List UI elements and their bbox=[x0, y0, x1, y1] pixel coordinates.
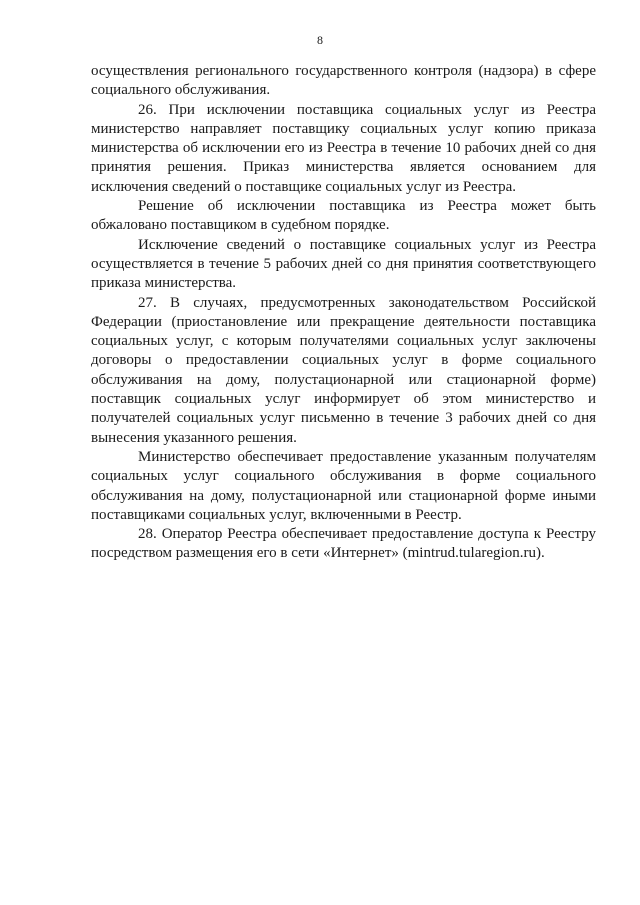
document-body bbox=[91, 62, 596, 564]
paragraph-exclusion-term: Исключение сведений о поставщике социальных услуг из Реестра осуществляется в течение 5 рабочих дней со дня принятия соответствующего приказа министерства. bbox=[91, 236, 596, 292]
paragraph-item-27: 27. В случаях, предусмотренных законодательством Российской Федерации (приостановление или прекращение деятельности поставщика социальных услуг, с которым получателями социальных услуг заключены договоры о предоставлении социальных услуг в форме социального обслуживания на дому, полустационарной или стационарной форме) поставщик социальных услуг информирует об этом министерство и получателей социальных услуг письменно в течение 3 рабочих дней со дня вынесения указанного решения. bbox=[91, 294, 596, 446]
paragraph-appeal: Решение об исключении поставщика из Реестра может быть обжаловано поставщиком в судебном порядке. bbox=[91, 198, 596, 234]
paragraph-continuation: осуществления регионального государственного контроля (надзора) в сфере социального обслуживания. bbox=[91, 63, 596, 99]
paragraph-item-28: 28. Оператор Реестра обеспечивает предоставление доступа к Реестру посредством размещения его в сети «Интернет» (mintrud.tularegion.ru). bbox=[91, 526, 596, 562]
paragraph-ministry-provision: Министерство обеспечивает предоставление указанным получателям социальных услуг социального обслуживания в форме социального обслуживания на дому, полустационарной или стационарной форме иными поставщиками социальных услуг, включенными в Реестр. bbox=[91, 448, 596, 523]
page-number: 8 bbox=[317, 33, 323, 47]
paragraph-item-26: 26. При исключении поставщика социальных услуг из Реестра министерство направляет поставщику социальных услуг копию приказа министерства об исключении его из Реестра в течение 10 рабочих дней со дня принятия решения. Приказ министерства является основанием для исключения сведений о поставщике социальных услуг из Реестра. bbox=[91, 101, 596, 195]
